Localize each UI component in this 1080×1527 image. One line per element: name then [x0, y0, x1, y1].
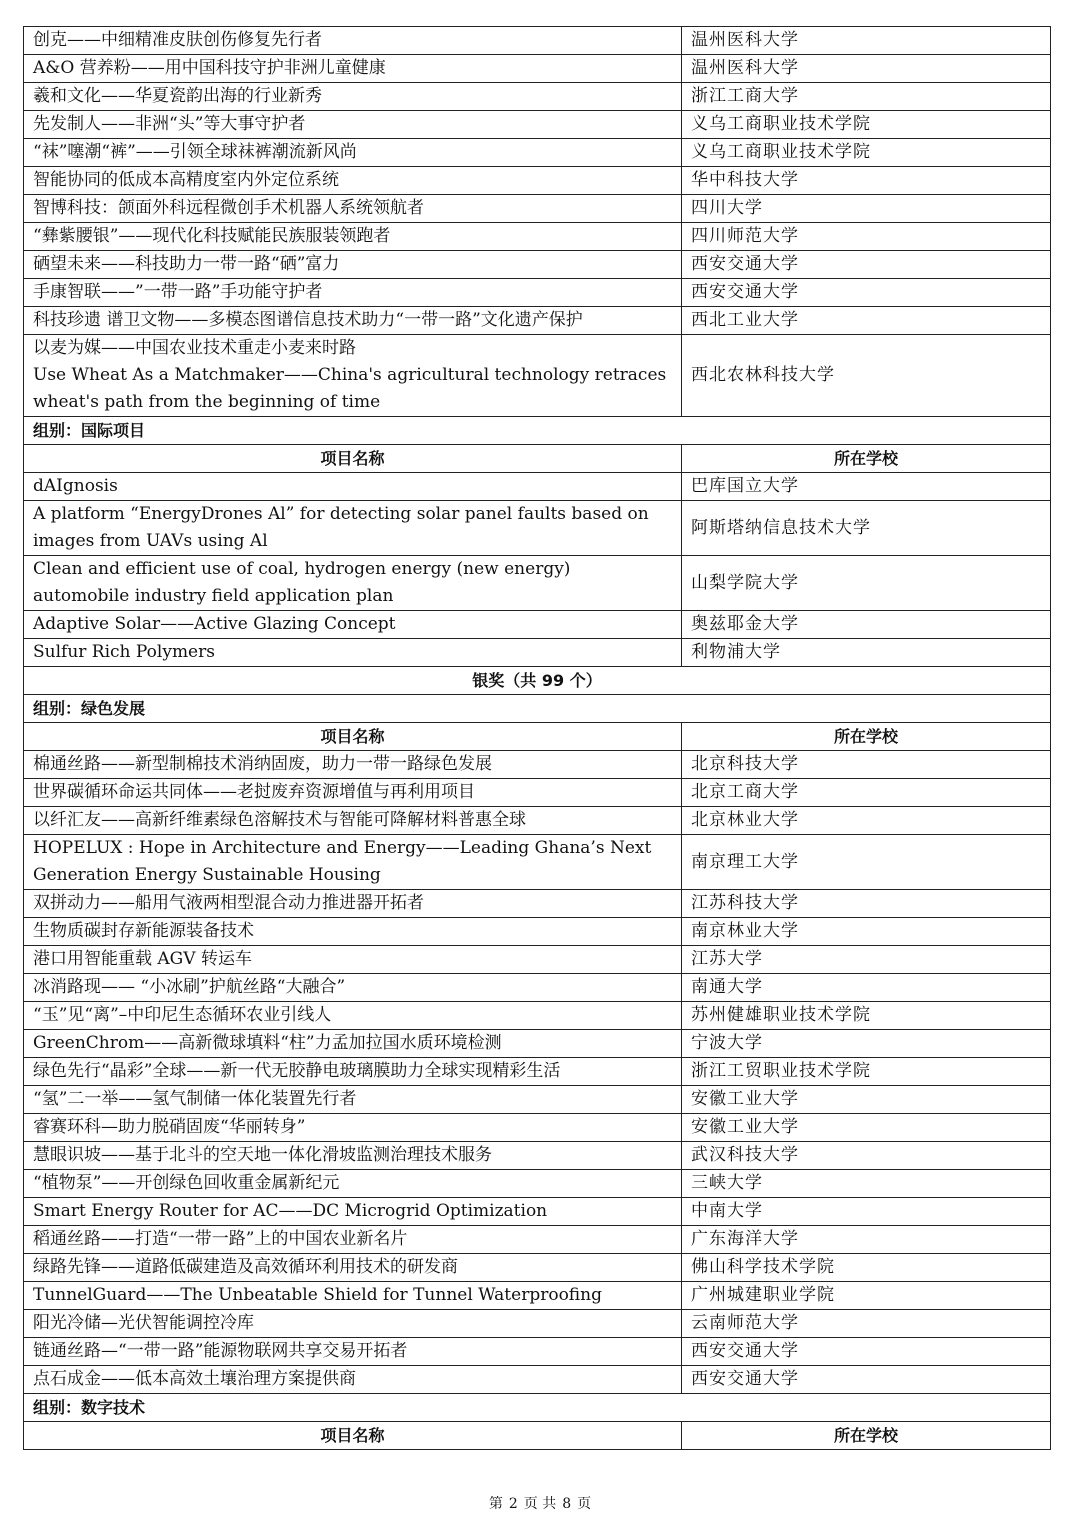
page-footer — [0, 1493, 1080, 1513]
table-row — [24, 167, 1051, 195]
project-name-cell: 稻通丝路——打造“一带一路”上的中国农业新名片 — [24, 1226, 682, 1254]
project-name-cell: 以纤汇友——高新纤维素绿色溶解技术与智能可降解材料普惠全球 — [24, 807, 682, 835]
school-cell: 西北工业大学 — [682, 307, 1051, 335]
table-row — [24, 974, 1051, 1002]
digital-group — [24, 1394, 1051, 1450]
intl-group — [24, 417, 1051, 473]
school-cell: 四川师范大学 — [682, 223, 1051, 251]
project-name-cell: 睿赛环科—助力脱硝固废“华丽转身” — [24, 1114, 682, 1142]
school-cell: 山梨学院大学 — [682, 556, 1051, 611]
table-row — [24, 779, 1051, 807]
school-cell: 北京工商大学 — [682, 779, 1051, 807]
school-cell: 巴库国立大学 — [682, 473, 1051, 501]
project-name-cell: HOPELUX : Hope in Architecture and Energy——Leading Ghana’s Next Generation Energy Sustainable Housing — [24, 835, 682, 890]
project-name-cell: GreenChrom——高新微球填料“柱”力孟加拉国水质环境检测 — [24, 1030, 682, 1058]
table-row — [24, 27, 1051, 55]
award-title: 银奖（共 99 个） — [24, 667, 1051, 695]
project-name-cell: 手康智联——”一带一路”手功能守护者 — [24, 279, 682, 307]
school-cell: 阿斯塔纳信息技术大学 — [682, 501, 1051, 556]
school-cell: 安徽工业大学 — [682, 1086, 1051, 1114]
table-row — [24, 139, 1051, 167]
school-cell: 南通大学 — [682, 974, 1051, 1002]
project-name-cell: 智能协同的低成本高精度室内外定位系统 — [24, 167, 682, 195]
table-row — [24, 83, 1051, 111]
table-header — [24, 723, 1051, 751]
document-page — [23, 26, 1050, 1450]
footer-total-pages: 8 — [562, 1496, 572, 1512]
project-name-cell: Adaptive Solar——Active Glazing Concept — [24, 611, 682, 639]
school-cell: 西安交通大学 — [682, 279, 1051, 307]
project-name-cell: 生物质碳封存新能源装备技术 — [24, 918, 682, 946]
footer-mid: 页 共 — [523, 1496, 557, 1512]
project-name-cell: 绿路先锋——道路低碳建造及高效循环利用技术的研发商 — [24, 1254, 682, 1282]
table-row — [24, 1086, 1051, 1114]
table-row — [24, 1198, 1051, 1226]
project-name-cell: A platform “EnergyDrones Al” for detecting solar panel faults based on images from UAVs using Al — [24, 501, 682, 556]
group-label: 组别：国际项目 — [24, 417, 1051, 445]
school-cell: 佛山科学技术学院 — [682, 1254, 1051, 1282]
column-header-project: 项目名称 — [24, 723, 682, 751]
project-name-cell: 链通丝路—“一带一路”能源物联网共享交易开拓者 — [24, 1338, 682, 1366]
school-cell: 义乌工商职业技术学院 — [682, 139, 1051, 167]
group-row-green — [24, 695, 1051, 723]
table-row — [24, 946, 1051, 974]
table-row — [24, 890, 1051, 918]
table-row — [24, 1114, 1051, 1142]
green-rows — [24, 751, 1051, 1394]
table-row — [24, 111, 1051, 139]
table-row — [24, 1310, 1051, 1338]
group-label: 组别：绿色发展 — [24, 695, 1051, 723]
table-row — [24, 639, 1051, 667]
project-name-cell: “植物泵”——开创绿色回收重金属新纪元 — [24, 1170, 682, 1198]
project-name-cell: dAIgnosis — [24, 473, 682, 501]
project-name-cell: Clean and efficient use of coal, hydrogen energy (new energy) automobile industry field application plan — [24, 556, 682, 611]
table-row — [24, 1226, 1051, 1254]
project-name-cell: 世界碳循环命运共同体——老挝废弃资源增值与再利用项目 — [24, 779, 682, 807]
award-title-row — [24, 667, 1051, 695]
school-cell: 宁波大学 — [682, 1030, 1051, 1058]
table-row — [24, 1030, 1051, 1058]
project-name-cell: 绿色先行“晶彩”全球——新一代无胶静电玻璃膜助力全球实现精彩生活 — [24, 1058, 682, 1086]
table-row — [24, 223, 1051, 251]
column-header-project: 项目名称 — [24, 445, 682, 473]
table-row — [24, 501, 1051, 556]
table-header — [24, 1422, 1051, 1450]
school-cell: 义乌工商职业技术学院 — [682, 111, 1051, 139]
column-header-school: 所在学校 — [682, 1422, 1051, 1450]
project-name-cell: 港口用智能重载 AGV 转运车 — [24, 946, 682, 974]
school-cell: 北京林业大学 — [682, 807, 1051, 835]
school-cell: 三峡大学 — [682, 1170, 1051, 1198]
table-row — [24, 1002, 1051, 1030]
project-name-cell: 科技珍遗 谱卫文物——多模态图谱信息技术助力“一带一路”文化遗产保护 — [24, 307, 682, 335]
project-name-cell: “彝紫腰银”——现代化科技赋能民族服装领跑者 — [24, 223, 682, 251]
table-row — [24, 611, 1051, 639]
column-header-school: 所在学校 — [682, 723, 1051, 751]
table-row — [24, 918, 1051, 946]
project-name-cell: 羲和文化——华夏瓷韵出海的行业新秀 — [24, 83, 682, 111]
school-cell: 中南大学 — [682, 1198, 1051, 1226]
school-cell: 四川大学 — [682, 195, 1051, 223]
continued-rows — [24, 27, 1051, 417]
table-row — [24, 1170, 1051, 1198]
project-name-cell: 点石成金——低本高效土壤治理方案提供商 — [24, 1366, 682, 1394]
project-name-cell: 慧眼识坡——基于北斗的空天地一体化滑坡监测治理技术服务 — [24, 1142, 682, 1170]
project-name-cell: “氢”二一举——氢气制储一体化装置先行者 — [24, 1086, 682, 1114]
awards-table — [23, 26, 1051, 1450]
school-cell: 广州城建职业学院 — [682, 1282, 1051, 1310]
project-name-cell: 硒望未来——科技助力一带一路“硒”富力 — [24, 251, 682, 279]
school-cell: 苏州健雄职业技术学院 — [682, 1002, 1051, 1030]
project-name-cell: 先发制人——非洲“头”等大事守护者 — [24, 111, 682, 139]
table-row — [24, 1366, 1051, 1394]
project-name-cell: 以麦为媒——中国农业技术重走小麦来时路 Use Wheat As a Matchmaker——China's agricultural technology retraces wheat's path from the beginning of time — [24, 335, 682, 417]
group-label: 组别：数字技术 — [24, 1394, 1051, 1422]
school-cell: 西安交通大学 — [682, 1366, 1051, 1394]
project-name-cell: “袜”噻潮“裤”——引领全球袜裤潮流新风尚 — [24, 139, 682, 167]
table-row — [24, 55, 1051, 83]
school-cell: 西北农林科技大学 — [682, 335, 1051, 417]
project-name-cell: Sulfur Rich Polymers — [24, 639, 682, 667]
project-name-cell: 双拼动力——船用气液两相型混合动力推进器开拓者 — [24, 890, 682, 918]
project-name-cell: “玉”见“离”–中印尼生态循环农业引线人 — [24, 1002, 682, 1030]
table-row — [24, 307, 1051, 335]
table-row — [24, 195, 1051, 223]
table-row — [24, 807, 1051, 835]
school-cell: 浙江工商大学 — [682, 83, 1051, 111]
school-cell: 云南师范大学 — [682, 1310, 1051, 1338]
table-row — [24, 1058, 1051, 1086]
school-cell: 武汉科技大学 — [682, 1142, 1051, 1170]
table-row — [24, 1254, 1051, 1282]
project-name-cell: TunnelGuard——The Unbeatable Shield for Tunnel Waterproofing — [24, 1282, 682, 1310]
table-header — [24, 445, 1051, 473]
school-cell: 北京科技大学 — [682, 751, 1051, 779]
project-name-cell: 阳光冷储—光伏智能调控冷库 — [24, 1310, 682, 1338]
column-header-project: 项目名称 — [24, 1422, 682, 1450]
footer-prefix: 第 — [488, 1496, 503, 1512]
school-cell: 华中科技大学 — [682, 167, 1051, 195]
school-cell: 奥兹耶金大学 — [682, 611, 1051, 639]
column-header-school: 所在学校 — [682, 445, 1051, 473]
school-cell: 安徽工业大学 — [682, 1114, 1051, 1142]
project-name-cell: 智博科技：颌面外科远程微创手术机器人系统领航者 — [24, 195, 682, 223]
school-cell: 西安交通大学 — [682, 251, 1051, 279]
group-row-digital — [24, 1394, 1051, 1422]
project-name-cell: A&O 营养粉——用中国科技守护非洲儿童健康 — [24, 55, 682, 83]
project-name-cell: 冰消路现—— “小冰刷”护航丝路“大融合” — [24, 974, 682, 1002]
table-row — [24, 1338, 1051, 1366]
table-row — [24, 751, 1051, 779]
footer-page-number: 2 — [508, 1496, 518, 1512]
table-row — [24, 1282, 1051, 1310]
table-row — [24, 251, 1051, 279]
table-row — [24, 279, 1051, 307]
table-row — [24, 473, 1051, 501]
project-name-cell: Smart Energy Router for AC——DC Microgrid Optimization — [24, 1198, 682, 1226]
school-cell: 南京理工大学 — [682, 835, 1051, 890]
school-cell: 利物浦大学 — [682, 639, 1051, 667]
group-row-intl — [24, 417, 1051, 445]
school-cell: 江苏大学 — [682, 946, 1051, 974]
table-row — [24, 335, 1051, 417]
table-row — [24, 556, 1051, 611]
school-cell: 浙江工贸职业技术学院 — [682, 1058, 1051, 1086]
table-row — [24, 1142, 1051, 1170]
silver-award — [24, 667, 1051, 751]
school-cell: 温州医科大学 — [682, 27, 1051, 55]
intl-rows — [24, 473, 1051, 667]
school-cell: 广东海洋大学 — [682, 1226, 1051, 1254]
school-cell: 南京林业大学 — [682, 918, 1051, 946]
school-cell: 江苏科技大学 — [682, 890, 1051, 918]
footer-suffix: 页 — [577, 1496, 592, 1512]
school-cell: 西安交通大学 — [682, 1338, 1051, 1366]
table-row — [24, 835, 1051, 890]
project-name-cell: 棉通丝路——新型制棉技术消纳固废，助力一带一路绿色发展 — [24, 751, 682, 779]
school-cell: 温州医科大学 — [682, 55, 1051, 83]
project-name-cell: 创克——中细精准皮肤创伤修复先行者 — [24, 27, 682, 55]
